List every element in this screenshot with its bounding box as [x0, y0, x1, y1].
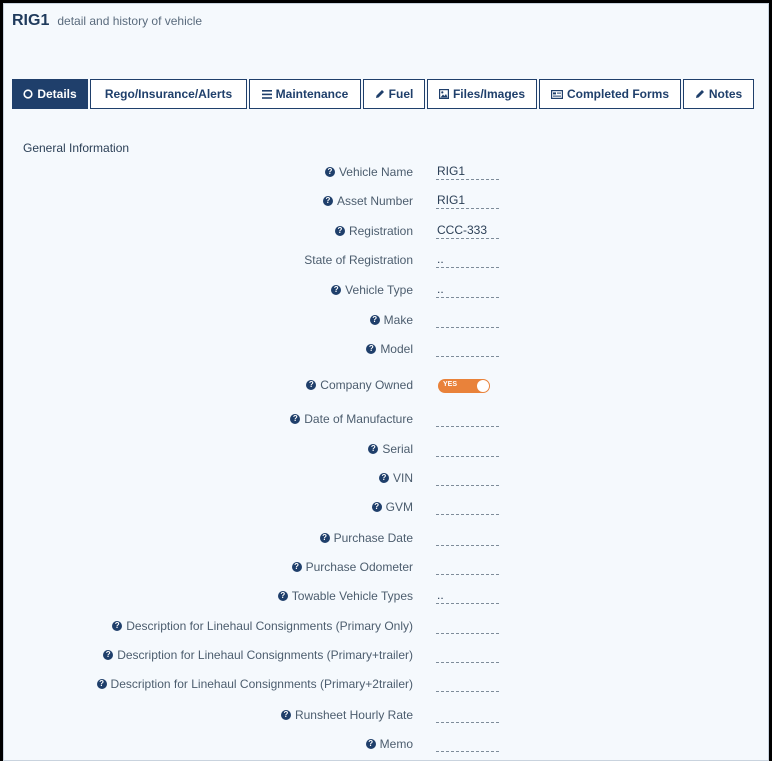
field-description-linehaul-primary-2trailer	[4, 673, 769, 697]
help-icon[interactable]: ?	[320, 533, 330, 543]
field-vehicle-name	[4, 161, 769, 185]
tab-label: Files/Images	[452, 87, 526, 101]
tab-maintenance[interactable]	[249, 79, 361, 109]
pencil-icon	[695, 89, 705, 99]
help-icon[interactable]: ?	[372, 502, 382, 512]
circle-icon	[23, 89, 33, 99]
field-label: Company Owned	[320, 378, 413, 392]
description-linehaul-primary-trailer-value[interactable]	[436, 647, 499, 663]
tab-label: Fuel	[388, 87, 414, 101]
toggle-knob	[477, 380, 489, 392]
help-icon[interactable]: ?	[292, 562, 302, 572]
field-label: Date of Manufacture	[304, 412, 413, 426]
help-icon[interactable]: ?	[331, 285, 341, 295]
tab-rego-insurance-alerts[interactable]	[90, 79, 247, 109]
runsheet-hourly-rate-value[interactable]	[436, 707, 499, 723]
field-label: Memo	[379, 737, 413, 751]
field-model	[4, 338, 769, 362]
help-icon[interactable]: ?	[323, 196, 333, 206]
company-owned-toggle[interactable]	[438, 379, 490, 393]
field-label: Runsheet Hourly Rate	[294, 708, 413, 722]
serial-value[interactable]	[436, 441, 499, 457]
field-label: Description for Linehaul Consignments (Primary Only)	[126, 619, 413, 633]
field-serial	[4, 438, 769, 462]
memo-value[interactable]	[436, 736, 499, 752]
help-icon[interactable]: ?	[368, 444, 378, 454]
field-label: Purchase Odometer	[305, 560, 413, 574]
vehicle-type-value[interactable]: ..	[436, 282, 499, 298]
tab-bar	[12, 79, 756, 109]
description-linehaul-primary-only-value[interactable]	[436, 618, 499, 634]
help-icon[interactable]: ?	[379, 473, 389, 483]
date-of-manufacture-value[interactable]	[436, 411, 499, 427]
help-icon[interactable]: ?	[325, 167, 335, 177]
help-icon[interactable]: ?	[97, 679, 107, 689]
field-purchase-date	[4, 527, 769, 551]
field-towable-vehicle-types	[4, 585, 769, 609]
state-of-registration-value[interactable]: ..	[436, 252, 499, 268]
field-label: Vehicle Type	[345, 283, 413, 297]
field-label: VIN	[392, 471, 413, 485]
list-icon	[262, 90, 272, 99]
model-value[interactable]	[436, 341, 499, 357]
vehicle-name-value[interactable]: RIG1	[436, 164, 499, 180]
field-label: Description for Linehaul Consignments (Primary+trailer)	[117, 648, 413, 662]
field-label: Purchase Date	[333, 531, 413, 545]
tab-details[interactable]	[12, 79, 88, 109]
field-asset-number	[4, 190, 769, 214]
tab-notes[interactable]	[683, 79, 754, 109]
field-label: Vehicle Name	[338, 165, 413, 179]
field-date-of-manufacture	[4, 408, 769, 432]
help-icon[interactable]: ?	[290, 414, 300, 424]
field-description-linehaul-primary-trailer	[4, 644, 769, 668]
page-header	[12, 12, 202, 30]
vehicle-detail-window	[3, 3, 769, 761]
field-runsheet-hourly-rate	[4, 704, 769, 728]
field-label: Serial	[382, 442, 413, 456]
image-icon	[439, 89, 449, 99]
tab-label: Rego/Insurance/Alerts	[104, 87, 233, 101]
field-label: Towable Vehicle Types	[291, 589, 413, 603]
vin-value[interactable]	[436, 470, 499, 486]
registration-value[interactable]: CCC-333	[436, 223, 499, 239]
purchase-odometer-value[interactable]	[436, 559, 499, 575]
field-memo	[4, 733, 769, 757]
help-icon[interactable]: ?	[335, 226, 345, 236]
tab-label: Completed Forms	[566, 87, 669, 101]
help-icon[interactable]: ?	[366, 739, 376, 749]
purchase-date-value[interactable]	[436, 530, 499, 546]
description-linehaul-primary-2trailer-value[interactable]	[436, 676, 499, 692]
tab-completed-forms[interactable]	[539, 79, 681, 109]
tab-label: Maintenance	[275, 87, 349, 101]
field-description-linehaul-primary-only	[4, 615, 769, 639]
asset-number-value[interactable]: RIG1	[436, 193, 499, 209]
field-vehicle-type	[4, 279, 769, 303]
help-icon[interactable]: ?	[370, 315, 380, 325]
page-title: RIG1	[12, 12, 50, 29]
pencil-icon	[375, 89, 385, 99]
field-state-of-registration	[4, 249, 769, 273]
towable-vehicle-types-value[interactable]: ..	[436, 588, 499, 604]
field-make	[4, 309, 769, 333]
toggle-label: YES	[443, 381, 458, 388]
field-label: Asset Number	[336, 194, 413, 208]
help-icon[interactable]: ?	[278, 591, 288, 601]
section-title-general-information: General Information	[23, 141, 130, 155]
help-icon[interactable]: ?	[306, 380, 316, 390]
field-label: Make	[383, 313, 413, 327]
field-label: Registration	[348, 224, 413, 238]
help-icon[interactable]: ?	[103, 650, 113, 660]
form-icon	[551, 90, 563, 99]
field-gvm	[4, 496, 769, 520]
make-value[interactable]	[436, 312, 499, 328]
help-icon[interactable]: ?	[112, 621, 122, 631]
field-purchase-odometer	[4, 556, 769, 580]
field-company-owned	[4, 374, 769, 398]
help-icon[interactable]: ?	[281, 710, 291, 720]
field-label: Model	[380, 342, 413, 356]
field-vin	[4, 467, 769, 491]
gvm-value[interactable]	[436, 499, 499, 515]
tab-label: Notes	[708, 87, 743, 101]
tab-files-images[interactable]	[427, 79, 537, 109]
field-label: Description for Linehaul Consignments (Primary+2trailer)	[110, 677, 413, 691]
field-label: GVM	[385, 500, 413, 514]
tab-label: Details	[37, 87, 77, 101]
field-label: State of Registration	[304, 253, 413, 267]
field-registration	[4, 220, 769, 244]
tab-fuel[interactable]	[363, 79, 425, 109]
help-icon[interactable]: ?	[366, 344, 376, 354]
page-subtitle: detail and history of vehicle	[57, 14, 203, 28]
